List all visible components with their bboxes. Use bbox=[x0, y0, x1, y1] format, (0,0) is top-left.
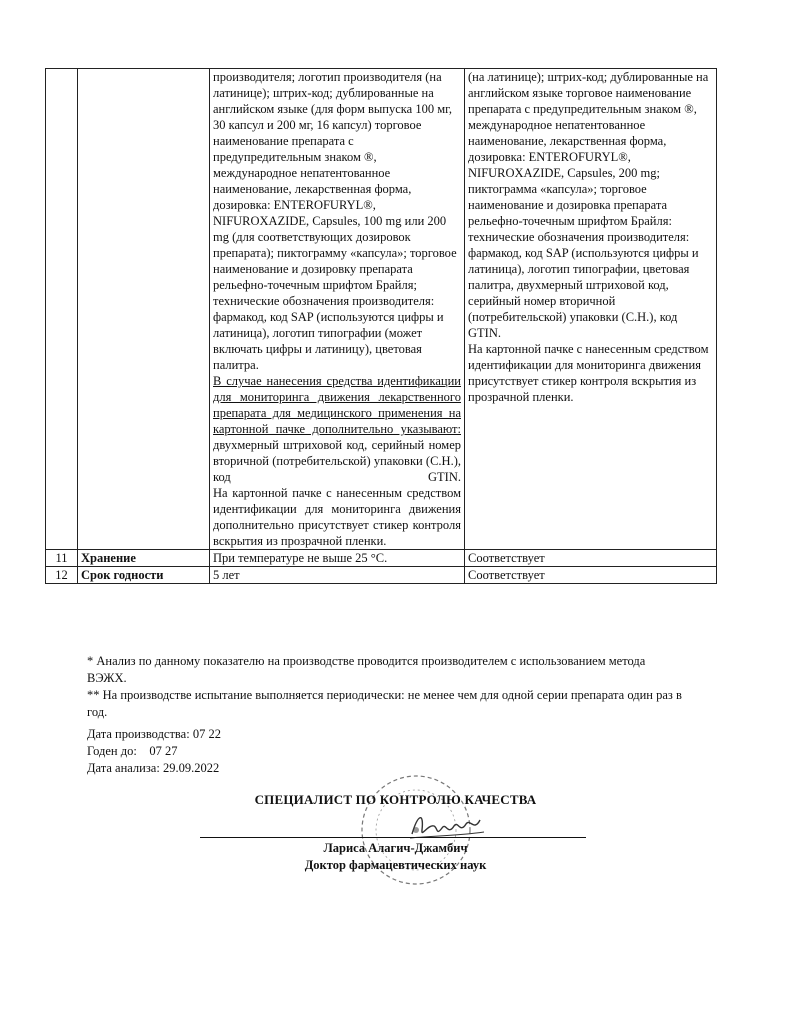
requirement-para: На картонной пачке с нанесенным средством идентификации для мониторинга движения дополнительно присутствует стикер контроля вскрытия из прозрачной пленки. bbox=[213, 486, 461, 548]
signatory-title: СПЕЦИАЛИСТ ПО КОНТРОЛЮ КАЧЕСТВА bbox=[254, 792, 537, 807]
footnote-hplc: * Анализ по данному показателю на производстве проводится производителем с использованием метода ВЭЖХ. bbox=[87, 654, 646, 685]
row-parameter-name: Срок годности bbox=[78, 567, 210, 584]
row-requirement: При температуре не выше 25 °С. bbox=[210, 550, 465, 567]
result-para: На картонной пачке с нанесенным средством идентификации для мониторинга движения присутствует стикер контроля вскрытия из прозрачной пленки. bbox=[468, 342, 709, 404]
row-requirement: 5 лет bbox=[210, 567, 465, 584]
signatory-name: Лариса Алагич-Джамбич bbox=[323, 841, 468, 855]
table-row bbox=[46, 567, 717, 584]
signatory-degree: Доктор фармацевтических наук bbox=[304, 858, 487, 872]
cell-result-continuation bbox=[465, 69, 717, 550]
cell-num-empty bbox=[46, 69, 78, 550]
signature-line bbox=[200, 837, 586, 838]
row-result: Соответствует bbox=[465, 567, 717, 584]
row-number: 12 bbox=[46, 567, 78, 584]
row-number: 11 bbox=[46, 550, 78, 567]
expiry-date: Годен до: 07 27 bbox=[87, 744, 178, 758]
analysis-date: Дата анализа: 29.09.2022 bbox=[87, 761, 220, 775]
requirement-para: технические обозначения производителя: фармакод, код SAP (используются цифры и латиница), логотип типографии (может включать цифры и латиницу), цветовая палитра. bbox=[213, 294, 444, 372]
footnotes bbox=[87, 653, 687, 721]
production-date: Дата производства: 07 22 bbox=[87, 727, 221, 741]
requirement-para: производителя; логотип производителя (на латинице); штрих-код; дублированные на английском языке (для форм выпуска 100 мг, 30 капсул и 200 мг, 16 капсул) торговое наименование препарата с предупредительным знаком ®, международное непатентованное наименование, лекарственная форма, дозировка: ENTEROFURYL®, NIFUROXAZIDE, Capsules, 100 mg или 200 mg (для соответствующих дозировок препарата); пиктограмму «капсула»; торговое наименование и дозировку препарата рельефно-точечным шрифтом Брайля; bbox=[213, 70, 457, 292]
spec-table bbox=[45, 68, 717, 584]
cell-requirement-continuation bbox=[210, 69, 465, 550]
signatory-block bbox=[0, 840, 791, 874]
result-para: технические обозначения производителя: фармакод, код SAP (используются цифры и латиница), логотип типографии, цветовая палитра, двухмерный штриховой код, серийный номер вторичной (потребительской) упаковки (С.Н.), код GTIN. bbox=[468, 230, 699, 340]
requirement-para-underlined: В случае нанесения средства идентификации для мониторинга движения лекарственного препарата для медицинского применения на картонной пачке дополнительно указывают: bbox=[213, 374, 461, 436]
row-parameter-name: Хранение bbox=[78, 550, 210, 567]
table-row bbox=[46, 550, 717, 567]
row-result: Соответствует bbox=[465, 550, 717, 567]
footnote-periodic: ** На производстве испытание выполняется периодически: не менее чем для одной серии препарата один раз в год. bbox=[87, 688, 682, 719]
dates-block bbox=[87, 726, 221, 777]
requirement-para: двухмерный штриховой код, серийный номер вторичной (потребительской) упаковки (С.Н.), код GTIN. bbox=[213, 438, 461, 484]
cell-name-empty bbox=[78, 69, 210, 550]
result-para: (на латинице); штрих-код; дублированные на английском языке торговое наименование препарата с предупредительным знаком ®, международное непатентованное наименование, лекарственная форма, дозировка: ENTEROFURYL®, NIFUROXAZIDE, Capsules, 200 mg; пиктограмма «капсула»; торговое наименование и дозировка препарата рельефно-точечным шрифтом Брайля: bbox=[468, 70, 709, 228]
table-row-continuation bbox=[46, 69, 717, 550]
